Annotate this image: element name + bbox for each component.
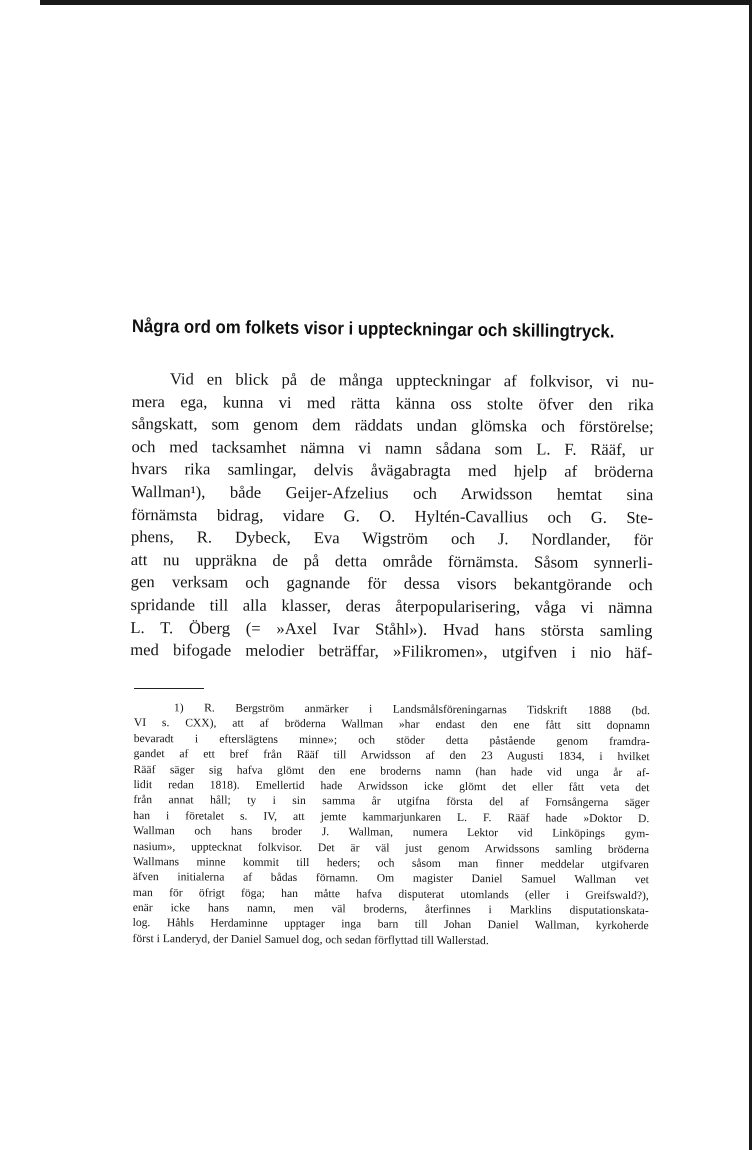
footnote-line: Wallmans minne kommit till heders; och såsom man finner meddelar utgifvaren [132,854,650,872]
footnote-line: man för öfrigt föga; han måtte hafva disputerat utomlands (eller i Greifswald?), [132,885,649,902]
footnote-line: Rääf säger sig hafva glömt den ene broderns namn (han hade vid unga år af- [133,762,650,779]
footnote-line: äfven initialerna af bådas förnamn. Om magister Daniel Samuel Wallman vet [132,870,649,887]
body-line: Wallman¹), både Geijer-Afzelius och Arwidsson hemtat sina [131,481,654,505]
body-line: hvars rika samlingar, delvis åvägabragta med hjelp af bröderna [131,459,654,482]
footnote-divider [134,688,204,689]
footnote-line: Wallman och hans broder J. Wallman, numera Lektor vid Linköpings gym- [133,824,650,841]
body-line: förnämsta bidrag, vidare G. O. Hyltén-Cavallius och G. Ste- [131,504,654,527]
footnote-block [132,700,649,949]
footnote-line: nasium», upptecknat folkvisor. Det är väl just genom Arwidssons samling bröderna [133,839,650,856]
footnote-line: enär icke hans namn, men väl broderns, återfinnes i Marklins disputationskata- [132,901,649,918]
body-line: sångskatt, som genom dem räddats undan glömska och förstörelse; [131,414,654,437]
footnote-line: gandet af ett bref från Rääf till Arwidsson af den 23 Augusti 1834, i hvilket [133,747,650,764]
footnote-line: han i företalet s. IV, att jemte kammarjunkaren L. F. Rääf hade »Doktor D. [133,808,650,825]
body-line: gen verksam och gagnande för dessa visors bekantgörande och [130,572,653,595]
body-line: spridande till alla klasser, deras återpopularisering, våga vi nämna [130,594,653,618]
body-line: phens, R. Dybeck, Eva Wigström och J. Nordlander, för [130,527,654,550]
footnote-line: 1) R. Bergström anmärker i Landsmålsföreningarnas Tidskrift 1888 (bd. [173,701,650,718]
body-line: mera ega, kunna vi med rätta känna oss stolte öfver den rika [131,391,654,414]
body-paragraph [130,368,654,665]
body-line: L. T. Öberg (= »Axel Ivar Ståhl»). Hvad hans största samling [130,617,653,640]
body-line: med bifogade melodier beträffar, »Filikromen», utgifven i nio häf- [130,640,653,663]
body-line: och med tacksamhet nämna vi namn sådana som L. F. Rääf, ur [131,436,654,459]
footnote-line: från annat håll; ty i sin samma år utgifna första del af Fornsångerna säger [133,793,650,810]
footnote-line: log. Håhls Herdaminne upptager inga barn till Johan Daniel Wallman, kyrkoherde [132,916,649,933]
footnote-line: bevaradt i efterslägtens minne»; och stöder detta påstående genom framdra- [133,731,650,748]
footnote-line: VI s. CXX), att af bröderna Wallman »har endast den ene fått sitt dopnamn [133,716,650,733]
body-line: Vid en blick på de många uppteckningar af folkvisor, vi nu- [169,369,654,392]
footnote-line: lidit redan 1818). Emellertid hade Arwidsson icke glömt det eller fått veta det [133,777,650,795]
footnote-line: först i Landeryd, der Daniel Samuel dog, och sedan förflyttad till Wallerstad. [132,931,489,948]
page-top-border [40,0,752,5]
article-heading: Några ord om folkets visor i uppteckningar och skillingtryck. [131,316,615,342]
body-line: att nu uppräkna de på detta område förnämsta. Såsom synnerli- [130,549,653,572]
